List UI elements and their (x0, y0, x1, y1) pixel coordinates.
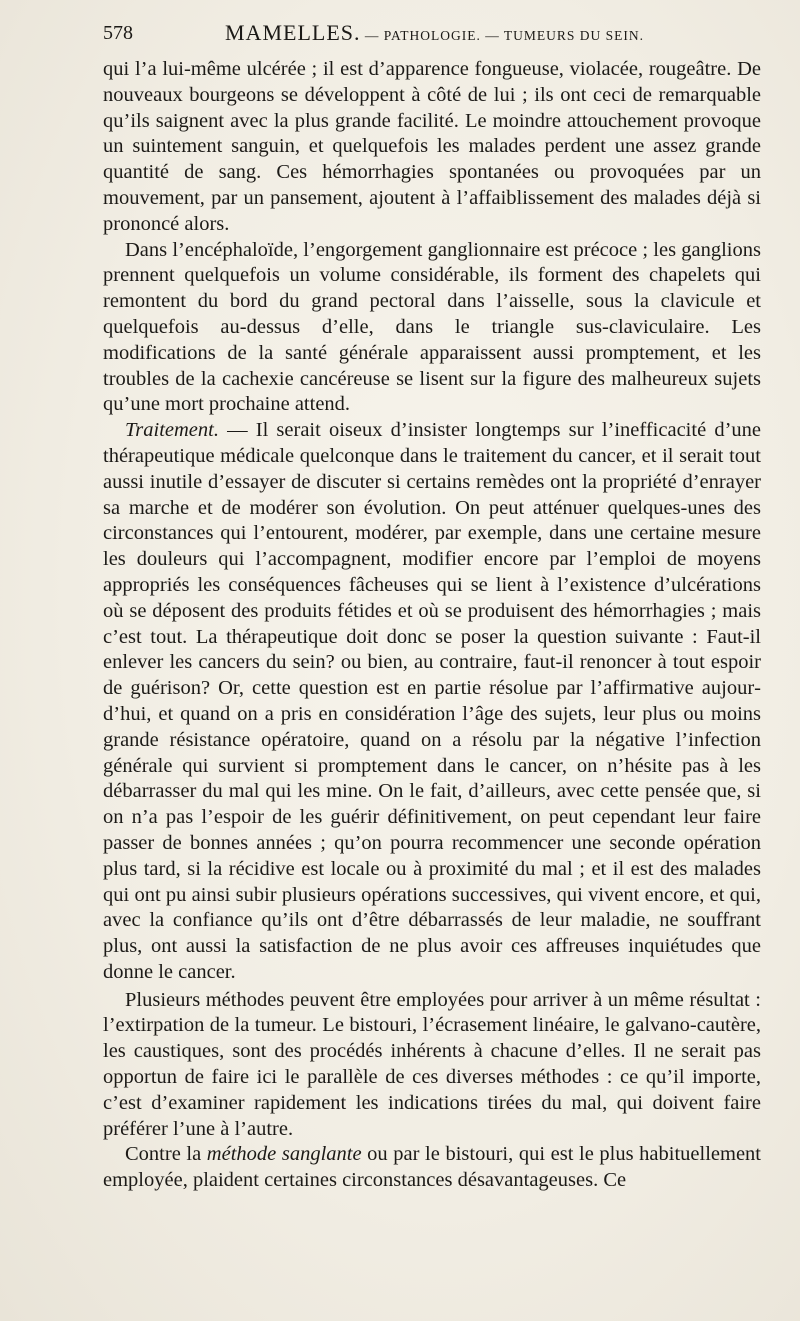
paragraph-continuation: qui l’a lui-même ulcérée ; il est d’apparence fongueuse, violacée, rougeâtre. De nouveaux bourgeons se développent à côté de lui ; ils ont ceci de remarquable qu’ils saignent avec la plus grande facilité. Le moindre attouchement provoque un suintement sanguin, et quelquefois les malades perdent une assez grande quantité de sang. Ces hémorrhagies spontanées ou provoquées par un mouvement, par un pansement, ajoutent à l’affaiblissement des malades déjà si prononcé alors. (103, 58, 761, 235)
page-number: 578 (103, 22, 133, 44)
running-head-section: MAMELLES. (225, 20, 361, 45)
bloody-method-emphasis: méthode sanglante (206, 1143, 362, 1166)
page-body (103, 57, 761, 1194)
paragraph-encephaloid: Dans l’encéphaloïde, l’engorgement ganglionnaire est précoce ; les ganglions prennent quelquefois un volume considérable, ils forment des chapelets qui remontent du bord du grand pectoral dans l’aisselle, sous la clavicule et quelquefois au-dessus d’elle, dans le triangle sus-claviculaire. Les modifications de la santé générale apparaissent aussi promptement, et les troubles de la cachexie cancéreuse se lisent sur la figure des malheureux sujets qu’une mort prochaine attend. (103, 238, 761, 416)
running-head-part: PATHOLOGIE. (383, 28, 481, 43)
bloody-method-text-before: Contre la (125, 1143, 207, 1166)
page-header (103, 18, 763, 48)
paragraph-methods: Plusieurs méthodes peuvent être employées pour arriver à un même résultat : l’extirpation de la tumeur. Le bistouri, l’écrasement linéaire, le galvano-cautère, les caustiques, sont des procédés inhérents à chacune d’elles. Il ne serait pas opportun de faire ici le parallèle de ces diverses méthodes : ce qu’il importe, c’est d’examiner rapidement les indications tirées du mal, qui doivent faire préférer l’une à l’autre. (103, 988, 761, 1140)
treatment-heading: Traitement. (125, 419, 219, 442)
treatment-text: — Il serait oiseux d’insister longtemps sur l’inefficacité d’une thérapeutique médicale quelconque dans le traitement du cancer, et il serait tout aussi inutile d’essayer de discuter si certains remèdes ont la propriété d’enrayer sa marche et de modérer son évolution. On peut atténuer quelques-unes des circonstances qui l’entourent, modérer, par exemple, dans une certaine mesure les douleurs qui l’accompagnent, modifier encore par l’emploi de moyens appropriés les conséquences fâcheuses qui se lient à l’existence d’ulcérations où se déposent des produits fétides et où se produisent des hémorrhagies ; mais c’est tout. La thérapeutique doit donc se poser la question suivante : Faut-il enlever les cancers du sein? ou bien, au contraire, faut-il renoncer à tout espoir de guérison? Or, cette question est en partie résolue par l’affirmative aujourd’hui, et quand on a pris en considération l’âge des sujets, leur plus ou moins grande résistance opératoire, quand on a résolu par la négative l’infection générale qui survient si promptement dans le cancer, on n’hésite pas à les débarrasser du mal qui les mine. On le fait, d’ailleurs, avec cette pensée que, si on n’a pas l’espoir de les guérir définitivement, on peut cependant leur faire passer de bonnes années ; qu’on pourra recommencer une seconde opération plus tard, si la récidive est locale ou à proximité du mal ; et il est des malades qui ont pu ainsi subir plusieurs opérations successives, qui vivent encore, et qui, avec la confiance qu’ils ont d’être débarrassés de leur maladie, ne souffrant plus, ont aussi la satisfaction de ne plus avoir ces affreuses inquiétudes que donne le cancer. (103, 419, 761, 983)
running-head-topic: TUMEURS DU SEIN. (503, 28, 645, 43)
paragraph-treatment (103, 418, 761, 986)
bloody-method-text-after: ou par le bistouri, qui est le plus habituellement employée, plaident certaines circonstances désavantageuses. Ce (103, 1143, 761, 1192)
running-head (225, 18, 644, 51)
paragraph-bloody-method (103, 1142, 761, 1194)
running-head-separator: — (480, 28, 504, 43)
running-head-separator: — (360, 28, 384, 43)
